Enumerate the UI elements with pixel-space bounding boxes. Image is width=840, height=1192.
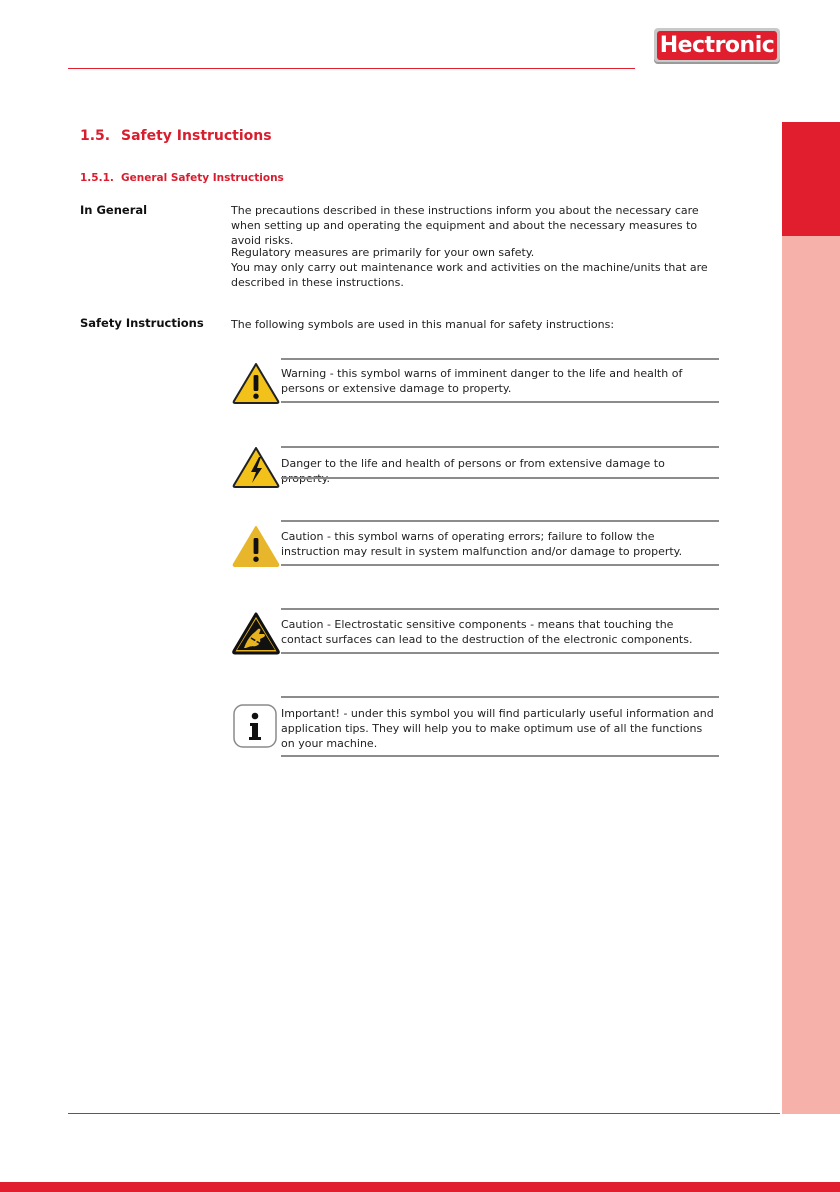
warning-icon — [231, 360, 281, 410]
symbol-esd — [231, 608, 719, 656]
high-voltage-icon — [231, 444, 281, 494]
subsection-number: 1.5.1. — [80, 172, 114, 184]
general-paragraph-2-line-2: You may only carry out maintenance work and activities on the machine/units that are described in these instructions. — [231, 261, 708, 289]
subsection-heading — [80, 172, 284, 184]
symbol-caution-text: Caution - this symbol warns of operating errors; failure to follow the instruction may result in system malfunction and/or damage to property. — [281, 530, 683, 558]
symbol-caution — [231, 520, 719, 568]
chapter-tab-background — [782, 236, 840, 1114]
header-rule — [68, 68, 635, 69]
symbol-danger — [231, 446, 719, 480]
symbol-esd-text: Caution - Electrostatic sensitive components - means that touching the contact surfaces can lead to the destruction of the electronic components. — [281, 618, 693, 646]
symbol-rule-bottom — [281, 755, 719, 757]
general-body — [231, 203, 721, 248]
safety-intro: The following symbols are used in this manual for safety instructions: — [231, 318, 615, 331]
section-number: 1.5. — [80, 128, 111, 144]
subsection-title: General Safety Instructions — [121, 172, 284, 184]
symbol-danger-text: Danger to the life and health of persons or from extensive damage to — [281, 457, 665, 470]
general-paragraph-1: The precautions described in these instructions inform you about the necessary care when setting up and operating the equipment and about the necessary measures to avoid risks. — [231, 204, 699, 247]
symbol-warning-text: Warning - this symbol warns of imminent danger to the life and health of persons or extensive damage to property. — [281, 367, 683, 395]
symbol-rule-top — [281, 608, 719, 610]
symbol-warning — [231, 358, 719, 404]
esd-icon — [231, 610, 281, 660]
logo-text: Hectronic — [657, 31, 777, 60]
symbol-rule-bottom — [281, 652, 719, 654]
hectronic-logo — [654, 28, 780, 64]
symbol-rule-bottom — [281, 564, 719, 566]
symbol-rule-bottom — [281, 477, 719, 479]
symbol-rule-bottom — [281, 401, 719, 403]
symbol-rule-top — [281, 520, 719, 522]
symbol-important-text: Important! - under this symbol you will find particularly useful information and application tips. They will help you to make optimum use of all the functions on your machine. — [281, 707, 714, 750]
symbol-important — [231, 696, 719, 758]
general-label: In General — [80, 203, 148, 217]
general-paragraph-2-line-1: Regulatory measures are primarily for your own safety. — [231, 246, 535, 259]
safety-label: Safety Instructions — [80, 316, 204, 330]
chapter-tab-active — [782, 122, 840, 236]
footer-bar — [0, 1182, 840, 1192]
info-icon — [231, 702, 281, 752]
section-title: Safety Instructions — [121, 128, 272, 144]
symbol-rule-top — [281, 696, 719, 698]
general-body-2 — [231, 245, 721, 290]
footer-rule — [68, 1113, 780, 1114]
caution-icon — [231, 522, 281, 572]
symbol-rule-top — [281, 358, 719, 360]
section-heading — [80, 128, 272, 144]
symbol-rule-top — [281, 446, 719, 448]
